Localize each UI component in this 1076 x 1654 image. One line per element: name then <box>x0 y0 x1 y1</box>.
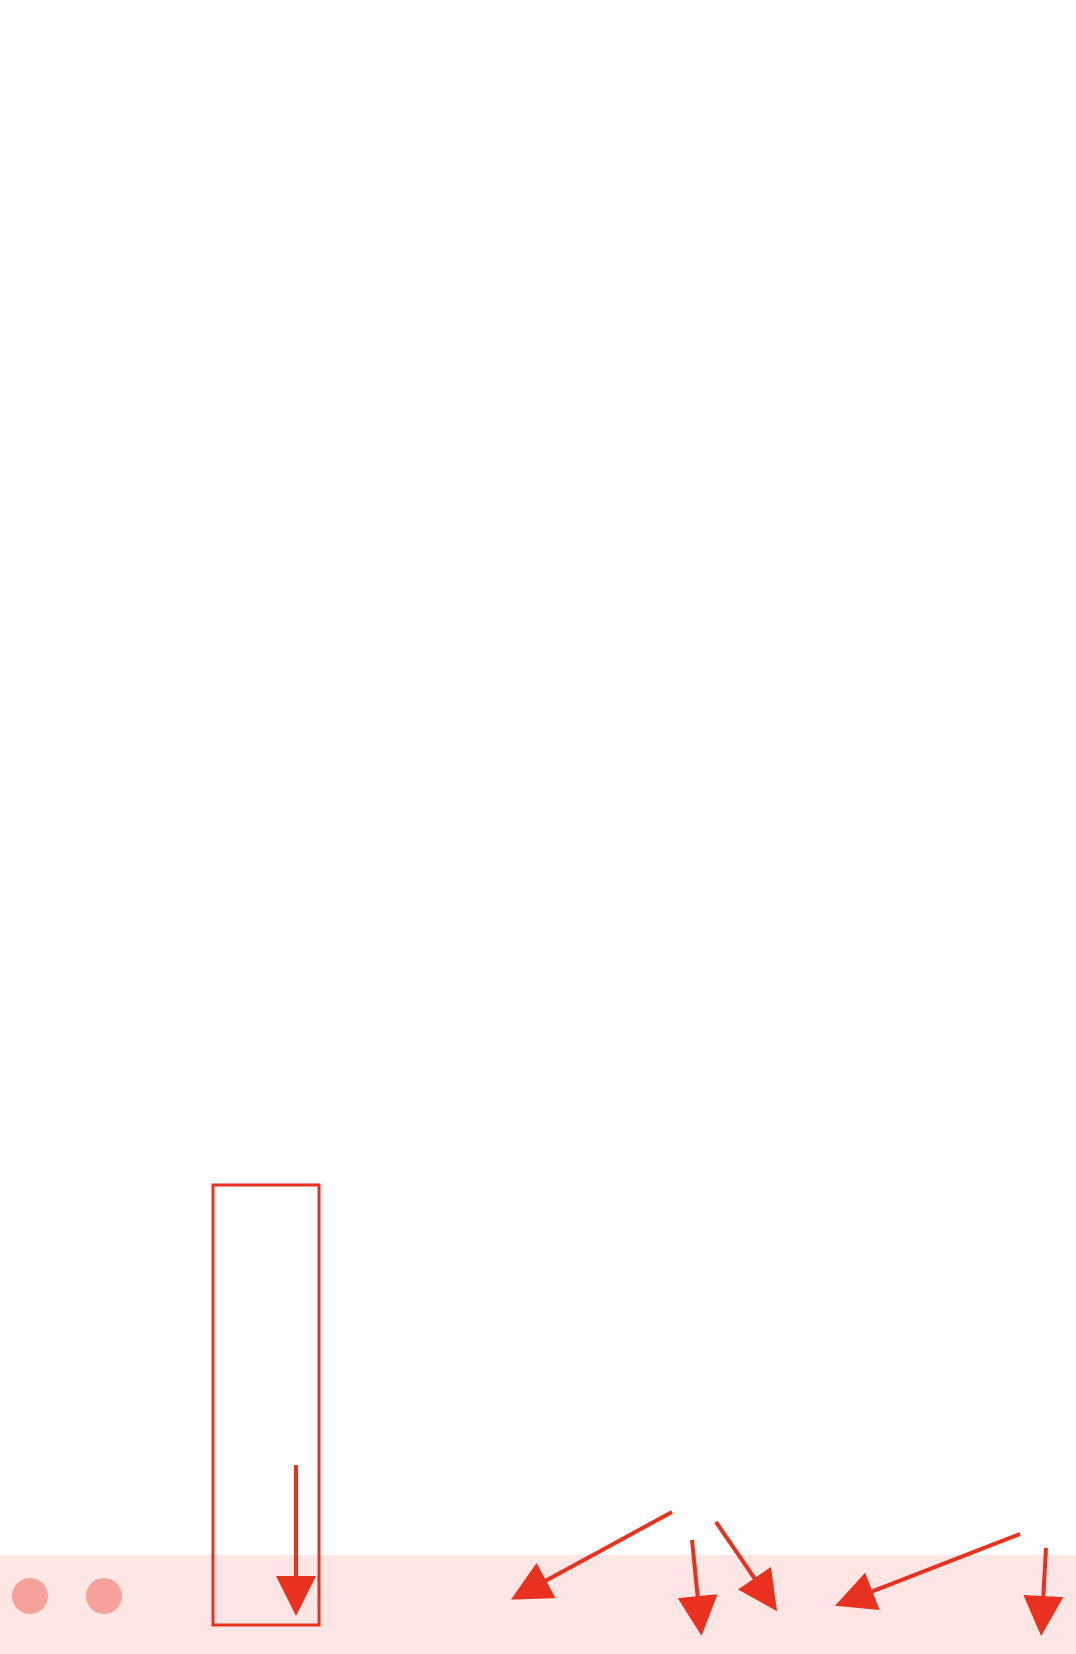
add-icon[interactable] <box>12 1578 48 1614</box>
pick-number-bar <box>0 1555 1076 1654</box>
remove-icon[interactable] <box>86 1578 122 1614</box>
pick-controls <box>12 1555 122 1636</box>
